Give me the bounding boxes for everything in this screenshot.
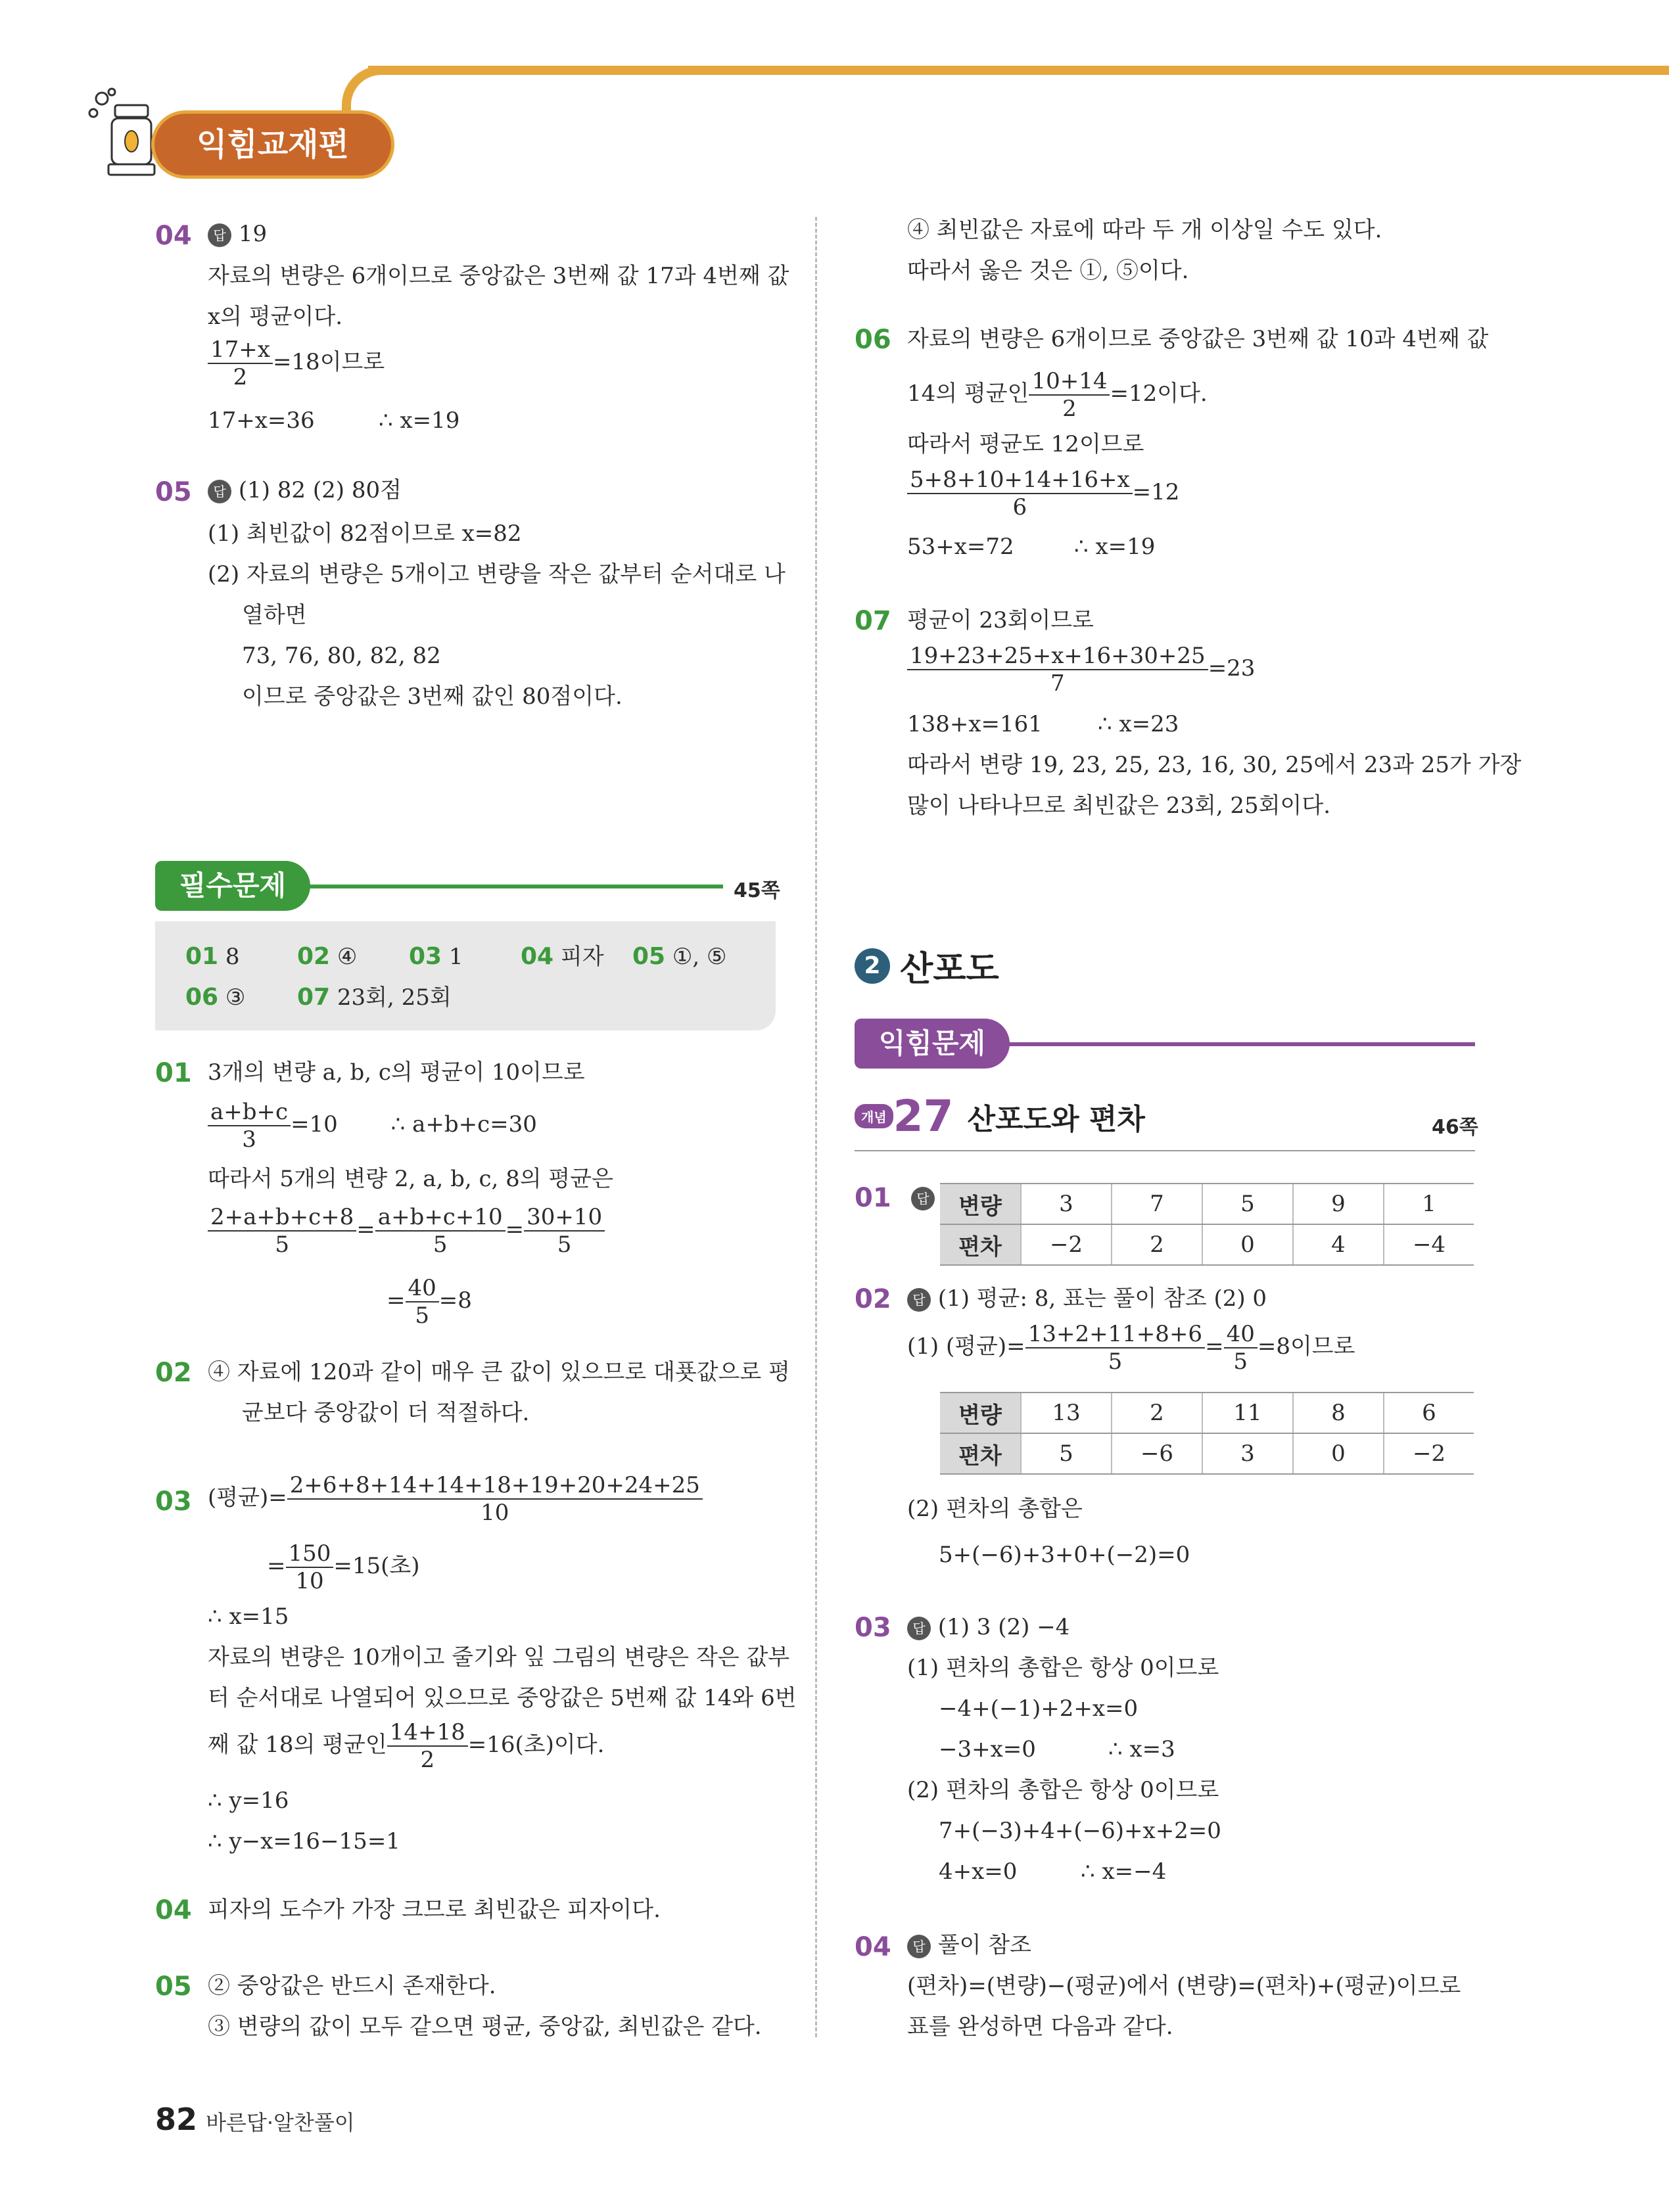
fraction: $\frac{2+a+b+c+8}{5}$ bbox=[208, 1204, 356, 1258]
r02-line-2: (2) 편차의 총합은 bbox=[907, 1496, 1083, 1522]
q05-answer bbox=[208, 476, 402, 505]
q04-number: 04 bbox=[155, 221, 192, 251]
answer-box bbox=[155, 921, 776, 1030]
r03-line-2: −4+(−1)+2+x=0 bbox=[939, 1695, 1139, 1722]
fraction: $\frac{10+14}{2}$ bbox=[1029, 368, 1110, 422]
fraction: $\frac{a+b+c+10}{5}$ bbox=[375, 1204, 505, 1258]
s06-result: ∴ x=19 bbox=[1074, 534, 1156, 560]
r03-line-5: 7+(−3)+4+(−6)+x+2=0 bbox=[939, 1818, 1221, 1844]
q05-answer-value: (1) 82 (2) 80점 bbox=[238, 477, 402, 503]
concept-page: 46쪽 bbox=[1432, 1116, 1478, 1139]
table-row: 편차 5 −6 3 0 −2 bbox=[940, 1433, 1474, 1474]
answer-item: 01 8 bbox=[185, 943, 240, 970]
r04-number: 04 bbox=[855, 1932, 891, 1962]
r02-number: 02 bbox=[855, 1284, 891, 1314]
s06-fraction-line: $\frac{5+8+10+14+16+x}{6}$ =12 bbox=[907, 467, 1179, 520]
s05-number: 05 bbox=[155, 1971, 192, 2002]
r03-line-3: −3+x=0 bbox=[939, 1736, 1036, 1763]
s03-mean-line-2: = $\frac{150}{10}$ =15(초) bbox=[267, 1540, 420, 1594]
r01-table bbox=[940, 1183, 1474, 1266]
section-practice-title: 익힘문제 bbox=[878, 1027, 986, 1059]
q05-line-1: (1) 최빈값이 82점이므로 x=82 bbox=[208, 520, 522, 547]
fraction: $\frac{40}{5}$ bbox=[1224, 1321, 1258, 1375]
lantern-icon bbox=[85, 79, 164, 184]
s06-line-3: 따라서 평균도 12이므로 bbox=[907, 431, 1144, 457]
chapter-number-badge: 2 bbox=[855, 948, 890, 984]
answer-item: 06 ③ bbox=[185, 984, 246, 1011]
s02-number: 02 bbox=[155, 1358, 192, 1388]
section-practice-line bbox=[1008, 1042, 1475, 1046]
header-tab-label: 익힘교재편 bbox=[197, 126, 349, 163]
fraction: $\frac{2+6+8+14+14+18+19+20+24+25}{10}$ bbox=[287, 1472, 703, 1526]
r03-number: 03 bbox=[855, 1613, 891, 1643]
s07-line-3: 많이 나타나므로 최빈값은 23회, 25회이다. bbox=[907, 793, 1331, 819]
s07-line-1: 평균이 23회이므로 bbox=[907, 607, 1094, 634]
r04-line-2: 표를 완성하면 다음과 같다. bbox=[907, 2014, 1173, 2040]
s03-y: ∴ y=16 bbox=[208, 1787, 289, 1814]
table-row: 편차 −2 2 0 4 −4 bbox=[940, 1224, 1474, 1265]
section-essential-line bbox=[309, 885, 723, 888]
s01-fraction-line-1: $\frac{a+b+c}{3}$ =10 ∴ a+b+c=30 bbox=[208, 1099, 537, 1153]
fraction: $\frac{19+23+25+x+16+30+25}{7}$ bbox=[907, 643, 1208, 697]
s01-line-1: 3개의 변량 a, b, c의 평균이 10이므로 bbox=[208, 1059, 585, 1086]
section-essential-title: 필수문제 bbox=[179, 869, 287, 902]
continued-line-2: 따라서 옳은 것은 ①, ⑤이다. bbox=[907, 258, 1189, 284]
q05-line-4: 73, 76, 80, 82, 82 bbox=[242, 643, 441, 669]
column-divider bbox=[815, 217, 817, 2037]
r03-result-2: ∴ x=−4 bbox=[1081, 1858, 1167, 1885]
r01-number: 01 bbox=[855, 1183, 891, 1213]
s06-number: 06 bbox=[855, 325, 891, 355]
s06-equation: 53+x=72 bbox=[907, 534, 1014, 560]
s03-line-3: 째 값 18의 평균인 $\frac{14+18}{2}$ =16(초)이다. bbox=[208, 1719, 605, 1773]
q04-fraction-line: $\frac{17+x}{2}$ =18이므로 bbox=[208, 336, 385, 390]
header-tab bbox=[151, 110, 394, 179]
q05-line-3: 열하면 bbox=[242, 602, 307, 628]
fraction: $\frac{150}{10}$ bbox=[286, 1540, 334, 1594]
r02-line-3: 5+(−6)+3+0+(−2)=0 bbox=[939, 1542, 1190, 1568]
concept-number: 27 bbox=[893, 1091, 954, 1141]
answer-item: 07 23회, 25회 bbox=[297, 984, 452, 1011]
r02-answer: 답 (1) 평균: 8, 표는 풀이 참조 (2) 0 bbox=[907, 1284, 1267, 1313]
answer-item: 02 ④ bbox=[297, 943, 358, 970]
answer-badge: 답 bbox=[911, 1187, 935, 1210]
answer-badge: 답 bbox=[907, 1617, 931, 1640]
table-row: 변량 3 7 5 9 1 bbox=[940, 1184, 1474, 1224]
fraction: $\frac{14+18}{2}$ bbox=[387, 1719, 468, 1773]
s07-result: ∴ x=23 bbox=[1098, 711, 1179, 737]
q04-line-1: 자료의 변량은 6개이므로 중앙값은 3번째 값 17과 4번째 값 bbox=[208, 263, 789, 289]
r02-table bbox=[940, 1392, 1474, 1475]
fraction: $\frac{13+2+11+8+6}{5}$ bbox=[1025, 1321, 1205, 1375]
q04-answer bbox=[208, 219, 267, 248]
s05-line-1: ② 중앙값은 반드시 존재한다. bbox=[208, 1973, 496, 1999]
s03-number: 03 bbox=[155, 1486, 192, 1517]
r02-mean-line: (1) (평균)= $\frac{13+2+11+8+6}{5}$ = $\frac{40}{5}$ =8이므로 bbox=[907, 1321, 1355, 1375]
fraction: $\frac{a+b+c}{3}$ bbox=[208, 1099, 291, 1153]
q04-fraction: $\frac{17+x}{2}$ bbox=[208, 336, 273, 390]
concept-heading bbox=[855, 1091, 1145, 1141]
s07-number: 07 bbox=[855, 606, 891, 636]
s01-line-2: 따라서 5개의 변량 2, a, b, c, 8의 평균은 bbox=[208, 1166, 613, 1192]
q04-equation: 17+x=36 bbox=[208, 407, 315, 434]
q05-number: 05 bbox=[155, 477, 192, 507]
s03-yx: ∴ y−x=16−15=1 bbox=[208, 1828, 400, 1855]
fraction: $\frac{30+10}{5}$ bbox=[524, 1204, 605, 1258]
q05-line-5: 이므로 중앙값은 3번째 값인 80점이다. bbox=[242, 683, 623, 710]
s03-line-2: 터 순서대로 나열되어 있으므로 중앙값은 5번째 값 14와 6번 bbox=[208, 1685, 797, 1711]
answer-badge: 답 bbox=[208, 480, 231, 503]
q04-answer-value: 19 bbox=[238, 221, 268, 247]
r03-line-4: (2) 편차의 총합은 항상 0이므로 bbox=[907, 1777, 1219, 1803]
s07-line-2: 따라서 변량 19, 23, 25, 23, 16, 30, 25에서 23과 25가 가장 bbox=[907, 752, 1522, 778]
s03-x: ∴ x=15 bbox=[208, 1603, 289, 1630]
answer-badge: 답 bbox=[907, 1935, 931, 1958]
s02-line-2: 균보다 중앙값이 더 적절하다. bbox=[242, 1400, 530, 1426]
s07-fraction-line: $\frac{19+23+25+x+16+30+25}{7}$ =23 bbox=[907, 643, 1255, 697]
s03-mean-line: (평균)= $\frac{2+6+8+14+14+18+19+20+24+25}{10}$ bbox=[208, 1472, 703, 1526]
section-essential-page: 45쪽 bbox=[734, 879, 780, 902]
answer-item: 03 1 bbox=[409, 943, 463, 970]
s01-fraction-line-2: $\frac{2+a+b+c+8}{5}$ = $\frac{a+b+c+10}{5}$ = $\frac{30+10}{5}$ bbox=[208, 1204, 605, 1258]
s06-line-1: 자료의 변량은 6개이므로 중앙값은 3번째 값 10과 4번째 값 bbox=[907, 326, 1489, 352]
r03-line-6: 4+x=0 bbox=[939, 1858, 1018, 1885]
s04-number: 04 bbox=[155, 1895, 192, 1925]
q05-line-2: (2) 자료의 변량은 5개이고 변량을 작은 값부터 순서대로 나 bbox=[208, 561, 786, 588]
r04-answer: 답 풀이 참조 bbox=[907, 1931, 1031, 1960]
r03-answer: 답 (1) 3 (2) −4 bbox=[907, 1613, 1070, 1642]
continued-line-1: ④ 최빈값은 자료에 따라 두 개 이상일 수도 있다. bbox=[907, 217, 1382, 243]
footer bbox=[155, 2102, 355, 2137]
concept-tag: 개념 bbox=[855, 1104, 893, 1128]
fraction: $\frac{5+8+10+14+16+x}{6}$ bbox=[907, 467, 1133, 520]
answer-badge: 답 bbox=[907, 1288, 931, 1312]
chapter-title: 산포도 bbox=[900, 950, 999, 989]
fraction: $\frac{40}{5}$ bbox=[406, 1275, 439, 1329]
section-essential-tab bbox=[155, 861, 310, 911]
header-bar bbox=[368, 66, 1669, 75]
table-row: 변량 13 2 11 8 6 bbox=[940, 1393, 1474, 1433]
s03-line-1: 자료의 변량은 10개이고 줄기와 잎 그림의 변량은 작은 값부 bbox=[208, 1644, 790, 1671]
concept-underline bbox=[855, 1150, 1475, 1151]
answer-badge: 답 bbox=[208, 223, 231, 247]
s05-line-2: ③ 변량의 값이 모두 같으면 평균, 중앙값, 최빈값은 같다. bbox=[208, 2014, 762, 2040]
r03-line-1: (1) 편차의 총합은 항상 0이므로 bbox=[907, 1655, 1219, 1681]
section-practice-tab bbox=[855, 1019, 1010, 1069]
q04-result: ∴ x=19 bbox=[379, 407, 460, 434]
s04-line: 피자의 도수가 가장 크므로 최빈값은 피자이다. bbox=[208, 1897, 661, 1923]
chapter-heading bbox=[855, 941, 999, 989]
page-number: 82 bbox=[155, 2102, 198, 2137]
concept-title: 산포도와 편차 bbox=[967, 1102, 1145, 1136]
s01-fraction-line-3: = $\frac{40}{5}$ =8 bbox=[387, 1275, 472, 1329]
answer-item: 05 ①, ⑤ bbox=[632, 943, 727, 970]
q04-line-2: x의 평균이다. bbox=[208, 304, 343, 330]
answer-item: 04 피자 bbox=[521, 943, 604, 970]
book-label: 바른답·알찬풀이 bbox=[206, 2110, 355, 2135]
r03-result-1: ∴ x=3 bbox=[1108, 1736, 1175, 1763]
r04-line-1: (편차)=(변량)−(평균)에서 (변량)=(편차)+(평균)이므로 bbox=[907, 1973, 1461, 1999]
s02-line-1: ④ 자료에 120과 같이 매우 큰 값이 있으므로 대푯값으로 평 bbox=[208, 1359, 790, 1385]
s06-line-2: 14의 평균인 $\frac{10+14}{2}$ =12이다. bbox=[907, 368, 1208, 422]
s07-equation: 138+x=161 bbox=[907, 711, 1043, 737]
s01-number: 01 bbox=[155, 1058, 192, 1088]
